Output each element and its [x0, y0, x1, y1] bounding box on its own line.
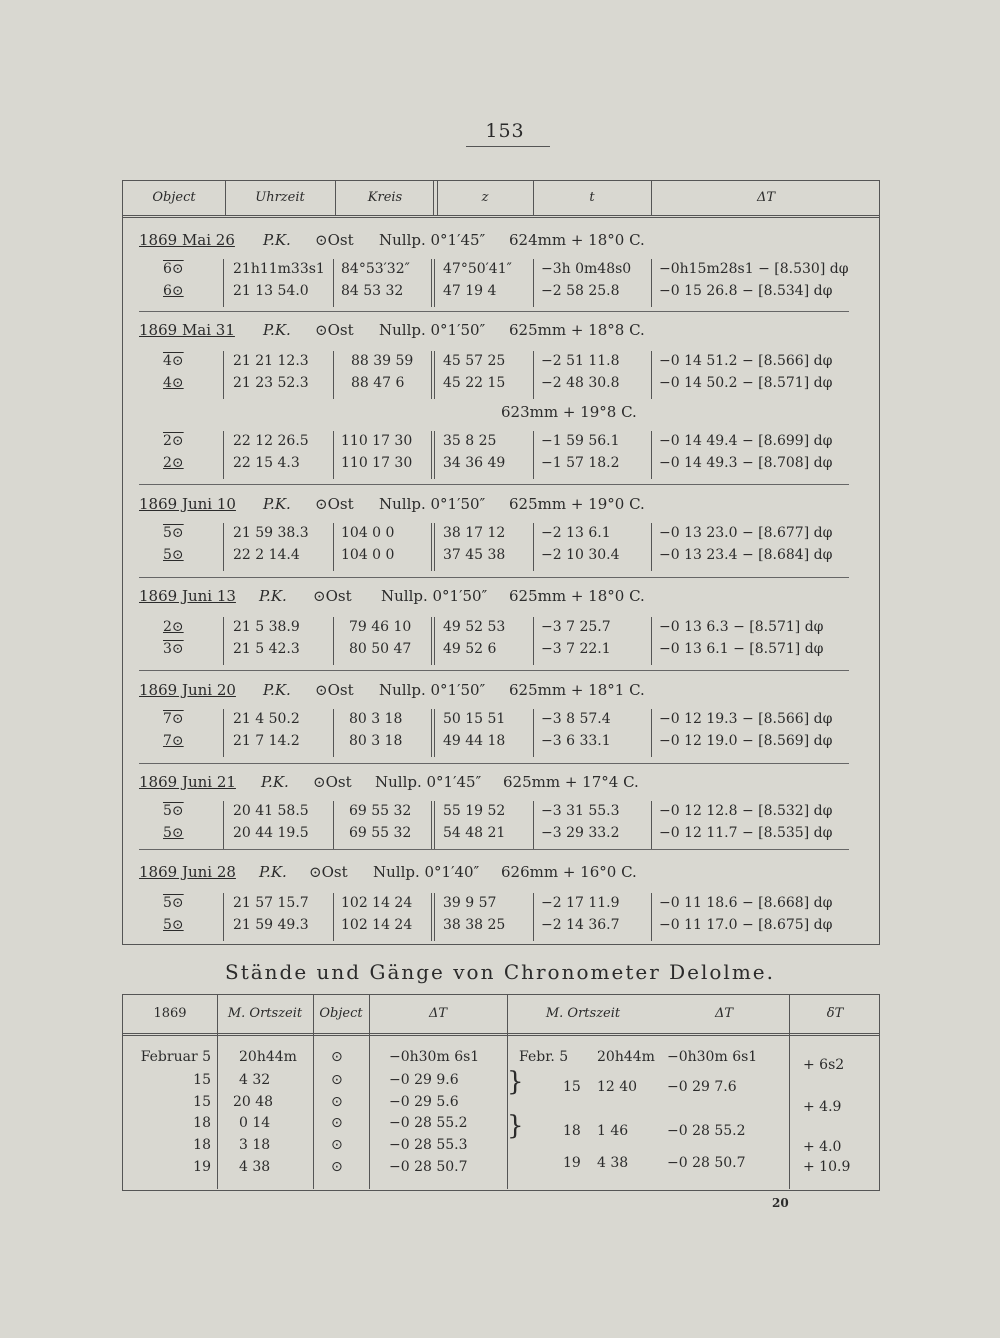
col-sep	[333, 893, 334, 941]
obs-row	[123, 895, 879, 917]
obs-z: 34 36 49	[443, 455, 506, 471]
obs-kreis: 104 0 0	[341, 525, 395, 541]
col-sep	[223, 523, 224, 571]
obs-kreis: 104 0 0	[341, 547, 395, 563]
rate-row	[123, 1057, 879, 1077]
col-sep	[223, 893, 224, 941]
col-sep	[333, 801, 334, 849]
obs-uhrzeit: 22 12 26.5	[233, 433, 309, 449]
obs-delta-t: −0 13 23.0 − [8.677] dφ	[659, 525, 833, 541]
block-pk: P.K.	[263, 681, 291, 699]
block-nullp: Nullp. 0°1′40″	[373, 863, 480, 881]
obs-t: −3 7 22.1	[541, 641, 611, 657]
rate-value: + 4.0	[803, 1139, 842, 1155]
header-m-ortszeit: M. Ortszeit	[227, 1006, 303, 1021]
chron-mean-date: Febr. 5	[519, 1049, 569, 1065]
col-sep-double	[431, 709, 435, 757]
block-baro: 625mm + 18°1 C.	[509, 681, 645, 699]
col-sep	[223, 259, 224, 307]
col-sep-double	[431, 801, 435, 849]
obs-object: 7⊙	[163, 733, 184, 749]
obs-row	[123, 825, 879, 847]
obs-t: −1 59 56.1	[541, 433, 620, 449]
col-sep	[533, 431, 534, 479]
obs-block	[123, 321, 879, 481]
obs-t: −2 58 25.8	[541, 283, 620, 299]
sun-icon: ⊙	[331, 1159, 343, 1175]
block-nullp: Nullp. 0°1′50″	[381, 587, 488, 605]
obs-delta-t: −0 12 11.7 − [8.535] dφ	[659, 825, 833, 841]
col-sep	[223, 431, 224, 479]
obs-kreis: 110 17 30	[341, 455, 413, 471]
col-sep	[651, 259, 652, 307]
obs-z: 38 17 12	[443, 525, 506, 541]
obs-delta-t: −0 12 19.0 − [8.569] dφ	[659, 733, 833, 749]
rate-value: + 6s2	[803, 1057, 845, 1073]
obs-t: −3h 0m48s0	[541, 261, 632, 277]
col-sep-double	[431, 893, 435, 941]
obs-delta-t: −0 13 23.4 − [8.684] dφ	[659, 547, 833, 563]
block-date: 1869 Juni 20	[139, 681, 236, 699]
chron-mean-ortszeit: 20h44m	[597, 1049, 655, 1065]
obs-z: 54 48 21	[443, 825, 506, 841]
block-rule	[139, 670, 849, 671]
sun-icon: ⊙	[331, 1115, 343, 1131]
block-header	[123, 773, 879, 797]
block-pk: P.K.	[261, 773, 289, 791]
sun-icon: ⊙	[331, 1137, 343, 1153]
block-ost: ⊙Ost	[313, 587, 352, 605]
header-delta-t: ΔT	[428, 1006, 448, 1021]
obs-uhrzeit: 21 59 49.3	[233, 917, 309, 933]
block-header	[123, 863, 879, 887]
chron-mean-delta-t: −0 28 50.7	[667, 1155, 746, 1171]
obs-block	[123, 587, 879, 667]
col-sep	[533, 351, 534, 399]
block-ost: ⊙Ost	[315, 681, 354, 699]
rate-value: + 10.9	[803, 1159, 851, 1175]
header-z: z	[481, 190, 489, 205]
obs-delta-t: −0 12 12.8 − [8.532] dφ	[659, 803, 833, 819]
page-number: 153	[485, 120, 525, 142]
obs-uhrzeit: 21 21 12.3	[233, 353, 309, 369]
block-pk: P.K.	[259, 863, 287, 881]
obs-delta-t: −0 13 6.1 − [8.571] dφ	[659, 641, 824, 657]
chron-delta-t: −0h30m 6s1	[389, 1049, 480, 1065]
col-sep-double	[431, 259, 435, 307]
col-sep	[223, 801, 224, 849]
section-title: Stände und Gänge von Chronometer Delolme.	[225, 960, 775, 984]
col-sep	[333, 259, 334, 307]
obs-kreis: 84 53 32	[341, 283, 404, 299]
chron-date: 18	[193, 1115, 211, 1131]
col-sep	[333, 351, 334, 399]
chron-mean-ortszeit: 1 46	[597, 1123, 629, 1139]
block-rule	[139, 484, 849, 485]
obs-row	[123, 711, 879, 733]
rate-row	[123, 1099, 879, 1119]
col-sep	[651, 617, 652, 665]
observation-table	[122, 180, 880, 945]
chron-ortszeit: 3 18	[239, 1137, 271, 1153]
obs-z: 37 45 38	[443, 547, 506, 563]
chron-ortszeit: 20h44m	[239, 1049, 297, 1065]
obs-kreis: 102 14 24	[341, 895, 413, 911]
obs-uhrzeit: 21 59 38.3	[233, 525, 309, 541]
obs-z: 55 19 52	[443, 803, 506, 819]
col-sep	[533, 617, 534, 665]
obs-object: 5⊙	[163, 917, 184, 933]
chron-mean-delta-t: −0 29 7.6	[667, 1079, 737, 1095]
obs-delta-t: −0h15m28s1 − [8.530] dφ	[659, 261, 849, 277]
obs-object: 3⊙	[163, 641, 184, 657]
obs-object: 5⊙	[163, 547, 184, 563]
chron-mean-row	[123, 1079, 879, 1099]
obs-uhrzeit: 21 23 52.3	[233, 375, 309, 391]
obs-row	[123, 433, 879, 455]
chron-delta-t: −0 29 9.6	[389, 1072, 459, 1088]
page-number-rule	[466, 146, 550, 147]
chron-delta-t: −0 28 55.2	[389, 1115, 468, 1131]
obs-z: 45 22 15	[443, 375, 506, 391]
header-sep	[433, 181, 434, 215]
obs-block	[123, 495, 879, 575]
col-sep-double	[431, 431, 435, 479]
obs-kreis: 69 55 32	[349, 825, 412, 841]
obs-t: −3 6 33.1	[541, 733, 611, 749]
obs-delta-t: −0 14 50.2 − [8.571] dφ	[659, 375, 833, 391]
block-rule	[139, 849, 849, 850]
obs-row	[123, 641, 879, 663]
obs-t: −2 51 11.8	[541, 353, 620, 369]
obs-object: 4⊙	[163, 375, 184, 391]
chron-ortszeit: 20 48	[233, 1094, 274, 1110]
obs-uhrzeit: 22 15 4.3	[233, 455, 300, 471]
block-nullp: Nullp. 0°1′50″	[379, 495, 486, 513]
obs-kreis: 79 46 10	[349, 619, 412, 635]
block-ost: ⊙Ost	[313, 773, 352, 791]
block-date: 1869 Mai 26	[139, 231, 235, 249]
header-uhrzeit: Uhrzeit	[255, 190, 305, 205]
block-ost: ⊙Ost	[309, 863, 348, 881]
obs-block	[123, 681, 879, 761]
chron-mean-delta-t: −0 28 55.2	[667, 1123, 746, 1139]
obs-delta-t: −0 14 49.4 − [8.699] dφ	[659, 433, 833, 449]
col-sep	[651, 351, 652, 399]
block-baro: 625mm + 19°0 C.	[509, 495, 645, 513]
obs-delta-t: −0 15 26.8 − [8.534] dφ	[659, 283, 833, 299]
block-date: 1869 Juni 21	[139, 773, 236, 791]
obs-kreis: 88 47 6	[351, 375, 405, 391]
header-m-ortszeit-2: M. Ortszeit	[545, 1006, 621, 1021]
obs-t: −2 17 11.9	[541, 895, 620, 911]
obs-delta-t: −0 14 49.3 − [8.708] dφ	[659, 455, 833, 471]
rate-row	[123, 1139, 879, 1159]
block-nullp: Nullp. 0°1′45″	[375, 773, 482, 791]
block-baro: 624mm + 18°0 C.	[509, 231, 645, 249]
chron-mean-ortszeit: 12 40	[597, 1079, 638, 1095]
block-pk: P.K.	[263, 231, 291, 249]
block-header	[123, 587, 879, 611]
obs-object: 7⊙	[163, 711, 184, 727]
obs-kreis: 80 3 18	[349, 733, 403, 749]
block-rule	[139, 763, 849, 764]
obs-t: −2 48 30.8	[541, 375, 620, 391]
block-ost: ⊙Ost	[315, 321, 354, 339]
obs-block	[123, 773, 879, 853]
signature-mark: 20	[772, 1196, 789, 1210]
block-baro: 625mm + 18°0 C.	[509, 587, 645, 605]
block-date: 1869 Juni 28	[139, 863, 236, 881]
obs-object: 2⊙	[163, 619, 184, 635]
obs-delta-t: −0 11 17.0 − [8.675] dφ	[659, 917, 833, 933]
obs-object: 5⊙	[163, 803, 184, 819]
block-pk: P.K.	[259, 587, 287, 605]
obs-kreis: 110 17 30	[341, 433, 413, 449]
obs-z: 49 44 18	[443, 733, 506, 749]
obs-uhrzeit: 21 13 54.0	[233, 283, 309, 299]
chron-date: 18	[193, 1137, 211, 1153]
obs-z: 35 8 25	[443, 433, 497, 449]
obs-delta-t: −0 12 19.3 − [8.566] dφ	[659, 711, 833, 727]
header-t: t	[589, 190, 595, 205]
col-sep	[651, 801, 652, 849]
chron-date: Februar 5	[140, 1049, 211, 1065]
brace-icon: }	[507, 1067, 524, 1097]
obs-block	[123, 863, 879, 943]
obs-uhrzeit: 21 4 50.2	[233, 711, 300, 727]
obs-uhrzeit: 21 7 14.2	[233, 733, 300, 749]
rate-row	[123, 1159, 879, 1179]
obs-object: 5⊙	[163, 895, 184, 911]
obs-uhrzeit: 21 5 42.3	[233, 641, 300, 657]
chron-mean-delta-t: −0h30m 6s1	[667, 1049, 758, 1065]
obs-delta-t: −0 11 18.6 − [8.668] dφ	[659, 895, 833, 911]
col-sep-double	[431, 617, 435, 665]
obs-row	[123, 525, 879, 547]
col-sep	[651, 709, 652, 757]
col-sep	[333, 709, 334, 757]
obs-t: −2 14 36.7	[541, 917, 620, 933]
obs-kreis: 84°53′32″	[341, 261, 410, 277]
block-nullp: Nullp. 0°1′50″	[379, 321, 486, 339]
obs-object: 4⊙	[163, 353, 184, 369]
obs-kreis: 102 14 24	[341, 917, 413, 933]
obs-row	[123, 283, 879, 305]
block-header	[123, 495, 879, 519]
col-sep	[223, 617, 224, 665]
obs-row	[123, 803, 879, 825]
block-pk: P.K.	[263, 321, 291, 339]
obs-uhrzeit: 20 41 58.5	[233, 803, 309, 819]
block-ost: ⊙Ost	[315, 495, 354, 513]
col-sep	[651, 523, 652, 571]
sun-icon: ⊙	[331, 1049, 343, 1065]
chron-date: 19	[193, 1159, 211, 1175]
block-header	[123, 321, 879, 345]
block-sub-baro: 623mm + 19°8 C.	[501, 403, 637, 421]
header-kreis: Kreis	[367, 190, 403, 205]
obs-z: 47°50′41″	[443, 261, 512, 277]
obs-t: −3 31 55.3	[541, 803, 620, 819]
obs-t: −3 29 33.2	[541, 825, 620, 841]
obs-object: 5⊙	[163, 825, 184, 841]
obs-row	[123, 353, 879, 375]
obs-object: 6⊙	[163, 261, 184, 277]
header-delta-t: ΔT	[756, 190, 776, 205]
obs-t: −3 7 25.7	[541, 619, 611, 635]
block-rule	[139, 577, 849, 578]
chron-delta-t: −0 29 5.6	[389, 1094, 459, 1110]
col-sep	[651, 893, 652, 941]
obs-kreis: 80 50 47	[349, 641, 412, 657]
col-sep	[533, 801, 534, 849]
obs-object: 5⊙	[163, 525, 184, 541]
col-sep	[223, 351, 224, 399]
chron-mean-date: 19	[563, 1155, 581, 1171]
chron-ortszeit: 4 32	[239, 1072, 271, 1088]
obs-t: −3 8 57.4	[541, 711, 611, 727]
obs-object: 6⊙	[163, 283, 184, 299]
obs-row	[123, 917, 879, 939]
obs-object: 2⊙	[163, 455, 184, 471]
block-rule	[139, 311, 849, 312]
col-sep	[533, 709, 534, 757]
obs-uhrzeit: 22 2 14.4	[233, 547, 300, 563]
obs-object: 2⊙	[163, 433, 184, 449]
obs-kreis: 80 3 18	[349, 711, 403, 727]
obs-z: 49 52 53	[443, 619, 506, 635]
obs-row	[123, 375, 879, 397]
chronometer-table	[122, 994, 880, 1191]
col-sep	[333, 431, 334, 479]
header-delta-t-2: ΔT	[714, 1006, 734, 1021]
col-sep	[533, 523, 534, 571]
obs-delta-t: −0 14 51.2 − [8.566] dφ	[659, 353, 833, 369]
col-sep	[223, 709, 224, 757]
block-header	[123, 231, 879, 255]
chron-delta-t: −0 28 55.3	[389, 1137, 468, 1153]
block-header	[123, 681, 879, 705]
col-sep	[333, 523, 334, 571]
col-sep	[333, 617, 334, 665]
col-sep-double	[431, 523, 435, 571]
chron-mean-date: 18	[563, 1123, 581, 1139]
obs-z: 49 52 6	[443, 641, 497, 657]
obs-uhrzeit: 21 57 15.7	[233, 895, 309, 911]
col-sep-double	[431, 351, 435, 399]
block-date: 1869 Mai 31	[139, 321, 235, 339]
sun-icon: ⊙	[331, 1094, 343, 1110]
obs-row	[123, 733, 879, 755]
header-small-delta-t: δT	[826, 1006, 844, 1021]
chron-date: 15	[193, 1094, 211, 1110]
obs-uhrzeit: 21 5 38.9	[233, 619, 300, 635]
block-ost: ⊙Ost	[315, 231, 354, 249]
block-pk: P.K.	[263, 495, 291, 513]
obs-block	[123, 231, 879, 311]
block-date: 1869 Juni 13	[139, 587, 236, 605]
block-baro: 626mm + 16°0 C.	[501, 863, 637, 881]
obs-t: −1 57 18.2	[541, 455, 620, 471]
header-year: 1869	[153, 1006, 187, 1021]
obs-row	[123, 547, 879, 569]
obs-row	[123, 455, 879, 477]
obs-t: −2 10 30.4	[541, 547, 620, 563]
block-nullp: Nullp. 0°1′45″	[379, 231, 486, 249]
block-nullp: Nullp. 0°1′50″	[379, 681, 486, 699]
obs-z: 45 57 25	[443, 353, 506, 369]
obs-uhrzeit: 21h11m33s1	[233, 261, 325, 277]
header-object: Object	[152, 190, 196, 205]
obs-z: 47 19 4	[443, 283, 497, 299]
block-baro: 625mm + 18°8 C.	[509, 321, 645, 339]
obs-delta-t: −0 13 6.3 − [8.571] dφ	[659, 619, 824, 635]
chron-mean-ortszeit: 4 38	[597, 1155, 629, 1171]
chron-ortszeit: 0 14	[239, 1115, 271, 1131]
obs-uhrzeit: 20 44 19.5	[233, 825, 309, 841]
block-baro: 625mm + 17°4 C.	[503, 773, 639, 791]
observation-table-header	[123, 181, 879, 218]
col-sep	[533, 259, 534, 307]
sun-icon: ⊙	[331, 1072, 343, 1088]
col-sep	[651, 431, 652, 479]
chron-date: 15	[193, 1072, 211, 1088]
obs-kreis: 88 39 59	[351, 353, 414, 369]
obs-z: 50 15 51	[443, 711, 506, 727]
obs-row	[123, 261, 879, 283]
col-sep	[533, 893, 534, 941]
obs-z: 38 38 25	[443, 917, 506, 933]
obs-kreis: 69 55 32	[349, 803, 412, 819]
obs-t: −2 13 6.1	[541, 525, 611, 541]
obs-z: 39 9 57	[443, 895, 497, 911]
brace-icon: }	[507, 1111, 524, 1141]
header-object: Object	[319, 1006, 363, 1021]
chronometer-table-header	[123, 995, 879, 1036]
chron-ortszeit: 4 38	[239, 1159, 271, 1175]
obs-row	[123, 619, 879, 641]
chron-mean-date: 15	[563, 1079, 581, 1095]
block-date: 1869 Juni 10	[139, 495, 236, 513]
chron-delta-t: −0 28 50.7	[389, 1159, 468, 1175]
rate-value: + 4.9	[803, 1099, 842, 1115]
